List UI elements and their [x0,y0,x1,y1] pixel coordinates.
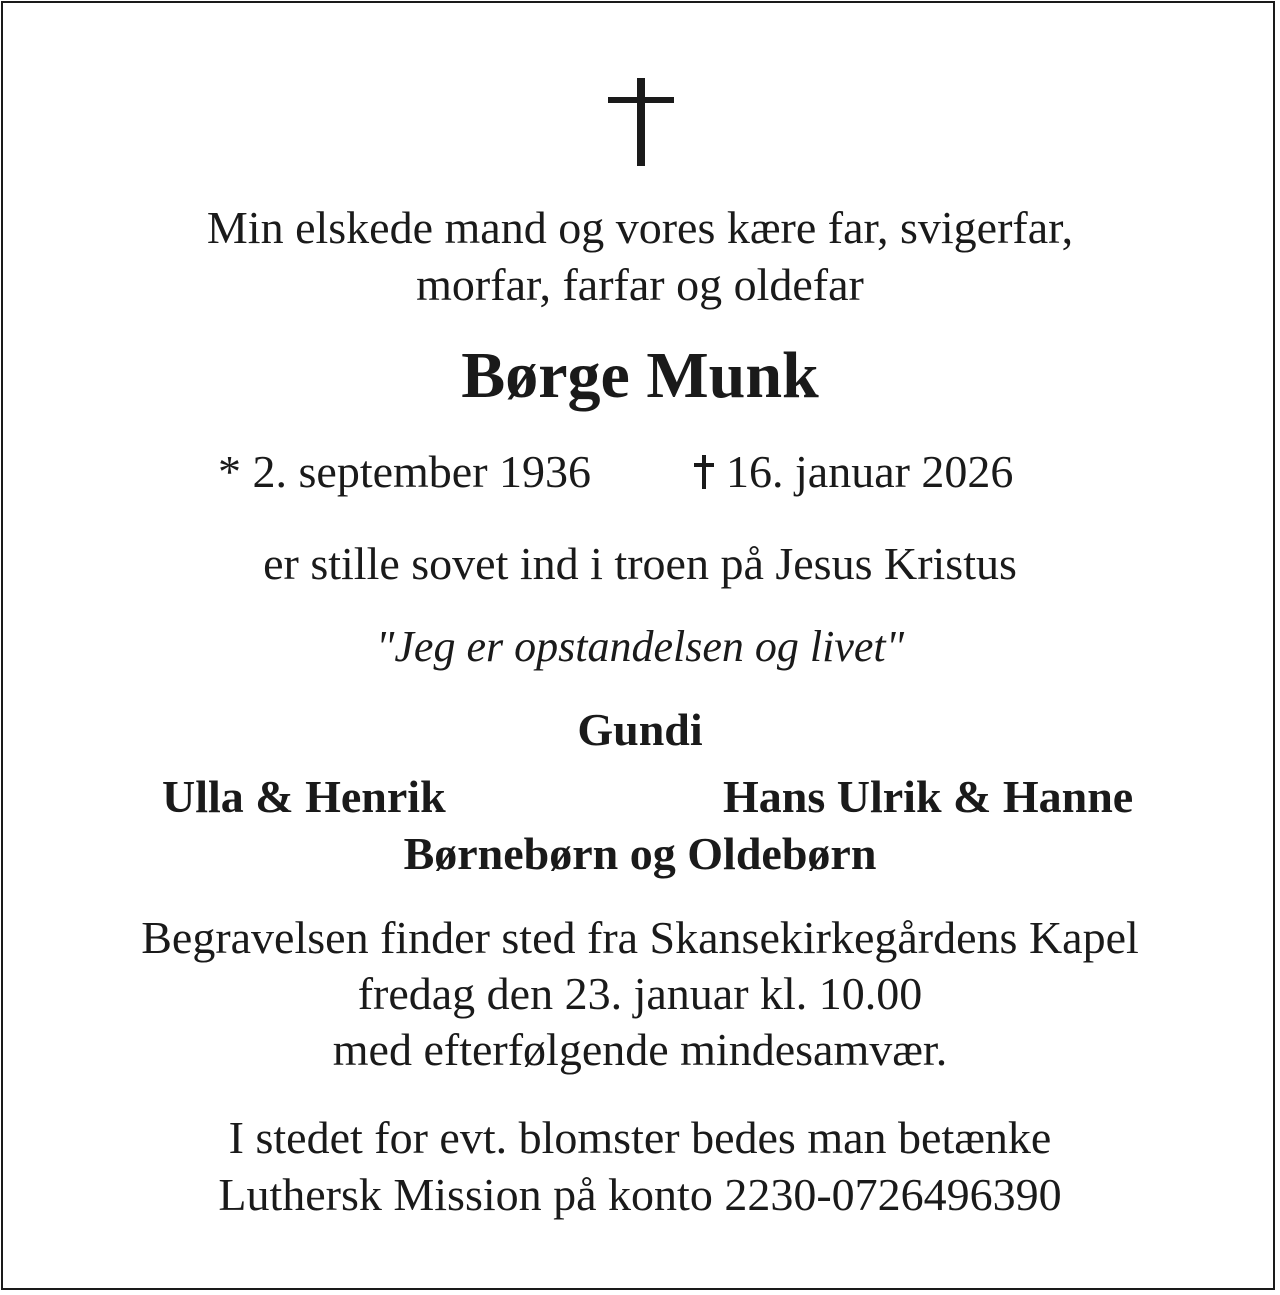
donation-line-2: Luthersk Mission på konto 2230-0726496390 [218,1169,1062,1220]
cross-icon [608,78,674,166]
descendants: Børnebørn og Oldebørn [403,828,877,879]
spouse-name: Gundi [577,704,703,755]
child-right: Hans Ulrik & Hanne [723,771,1134,822]
life-dates [0,444,1280,500]
deceased-name: Børge Munk [461,339,819,412]
dagger-icon [694,455,714,489]
funeral-line-2: fredag den 23. januar kl. 10.00 [357,968,923,1019]
intro-line-1: Min elskede mand og vores kære far, svigerfar, [206,202,1074,253]
passing-text: er stille sovet ind i troen på Jesus Kristus [263,538,1017,589]
funeral-line-1: Begravelsen finder sted fra Skansekirkegårdens Kapel [141,912,1139,963]
birth-date: * 2. september 1936 [218,446,592,497]
child-left: Ulla & Henrik [162,771,446,822]
children-row [0,769,1280,825]
donation-line-1: I stedet for evt. blomster bedes man betænke [228,1112,1052,1163]
death-date: 16. januar 2026 [726,446,1014,497]
intro-line-2: morfar, farfar og oldefar [416,259,864,310]
death-date-group [694,444,1013,500]
funeral-line-3: med efterfølgende mindesamvær. [332,1024,948,1075]
scripture-quote: "Jeg er opstandelsen og livet" [375,622,905,671]
